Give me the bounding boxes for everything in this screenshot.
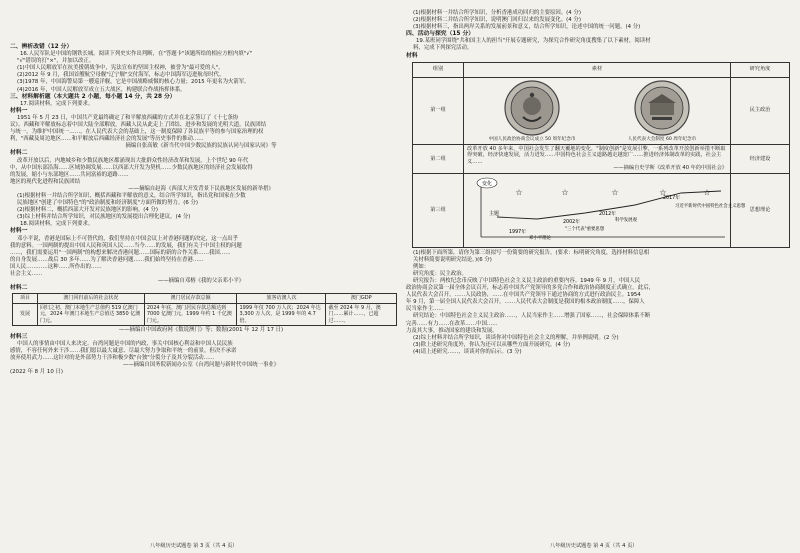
table-cell: 2024 年底，澳门居民存款总额达到 7000 亿澳门元，1999 年约 1 千亿澳门元。 — [144, 303, 237, 325]
text-line: 社会主义…… — [10, 271, 43, 277]
text-line: 民当家作主…… — [406, 306, 444, 313]
text-line: 的发展，缩小与东部地区……共同富裕的道路…… — [10, 171, 129, 178]
star-icon: ☆ — [659, 188, 667, 198]
coin-2-caption: 人民代表大会制度 60 周年纪念币 — [627, 136, 697, 142]
section-heading: 材料二 — [10, 150, 28, 157]
table-cell: 回归之初，澳门本地生产总值约 519 亿澳门元，2024 年澳门本地生产总值达 3850 亿澳门元。 — [38, 303, 145, 325]
head-group: 组别 — [413, 62, 464, 77]
macau-data-table — [12, 293, 397, 326]
table-cell: 1999 年仅 700 万人次；2024 年达 3,300 万人次，是 1999 年的 4.7 倍。 — [237, 303, 326, 325]
commemorative-coin-icon — [503, 79, 561, 137]
section-heading: 四、活动与探究（15 分） — [406, 31, 475, 38]
group-1-angle: 民主政治 — [731, 77, 790, 144]
section-heading: 材料三 — [10, 334, 28, 340]
star-icon: ☆ — [611, 188, 619, 198]
text-line: (3)根据材料三，指出两岸关系的发展前景和意义，结合所学知识，论述中国的统一问题。(4 分) — [413, 24, 641, 31]
group-3-label: 第三组 — [413, 174, 464, 248]
text-line: 关材料简要说明研究结论。)(6 分) — [413, 256, 492, 263]
text-line: 19.某班同学围绕"共和国主人的担当"开展专题研究，为探究合作研究角度搜集了以下素材，阅读材 — [416, 38, 651, 45]
star-icon: ☆ — [703, 188, 711, 198]
section-heading: 材料 — [406, 52, 418, 59]
text-line: 与统一，为维护中国统一……，在人民代表大会的基础上，这一制度保障了各民族平等的参与国家治理的权 — [10, 129, 264, 136]
text-line: 邓小平说，香港是国际上不可替代的，我们坚持在中国会议上对香港问题的决定，这一点出乎 — [17, 235, 239, 242]
text-line: 的自身发展……战后 30 多年……为了解决香港问题……我们始终坚持在香港…… — [10, 256, 204, 263]
text-line: (2)根据材料二，概括西部大开发对民族地区的影响。(4 分) — [17, 207, 158, 214]
theory-timeline-chart — [467, 175, 746, 243]
section-heading: 三、材料解析题（本大题共 2 小题，每小题 14 分，共 28 分） — [10, 93, 176, 100]
group-3-angle: 思想理论 — [731, 174, 790, 248]
text-line: 1951 年 5 月 23 日，中国共产党最终确定了和平解放西藏的方式并在北京签订了《十七条协 — [17, 114, 239, 121]
page-footer: 八年级历史试题卷 第 3 页（共 4 页） — [150, 543, 238, 549]
text-line: 摘编自张高敏《新当代中国少数民族的民族认同与国家认同》等 — [125, 143, 277, 150]
section-heading: 材料一 — [10, 107, 28, 114]
text-line: ——摘编自邓榕《我的父亲邓小平》 — [157, 278, 245, 285]
right-text-block — [406, 10, 790, 60]
text-line: ——摘编自国务院新闻办公室《台湾问题与新时代中国统一事业》 — [122, 362, 280, 369]
coin-2 — [597, 79, 727, 143]
text-line: (2)根据材料二并结合所学知识，说明澳门回归以来的发展变化。(4 分) — [413, 17, 581, 24]
text-line: ……，我们需要运用"一国两制"的构想来解决香港问题……国际的新的合作关系……我国…… — [10, 249, 231, 256]
commemorative-coin-icon — [633, 79, 691, 137]
text-line: 放弃使用武力……这针对的是外部势力干涉和极少数"台独"分裂分子及其分裂活动…… — [10, 355, 215, 362]
text-line: 完善……有力……在改革……中国…… — [406, 320, 498, 327]
text-line: 人民代表大会召开，……人民政协，……在中国共产党领导下通过协商的方式进行政治民主。1954 — [406, 292, 641, 299]
text-line: 18.阅读材料，完成下列要求。 — [20, 221, 94, 228]
text-line: 研究报告：两枚纪念币反映了中国特色社会主义民主政治的重要内容。1949 年 9 月，中国人民 — [413, 278, 641, 284]
text-line: 利，"西藏及周边地区……和平解放后西藏经济社会的发展"等历史事件的推动…… — [10, 136, 204, 143]
right-text-block-2 — [406, 250, 790, 356]
star-icon: ☆ — [561, 188, 569, 198]
group-3-material — [464, 174, 746, 248]
section-heading: 二、辨析改错（12 分） — [10, 44, 73, 50]
group-2-material — [464, 144, 731, 173]
text-line: (1)中国人民解放军在抗美援朝战争中，宪法宣布的坚固主权神，被誉为"最可爱的人"。 — [17, 65, 224, 72]
group-2-angle: 经济建设 — [731, 144, 790, 173]
text-line: 16.人民军队是中国的钢铁长城。阅读下列史实作出判断，在"答题卡"该题所给的相应方框内填"√" — [20, 51, 253, 58]
text-line: 例如： — [413, 263, 430, 270]
group-2-text: 改革开放 40 多年来，中国社会发生了翻天覆地的变化，"制度创新"是发展引擎，一系列改革开放创新举措不断取得突破，经济快速发展，活力迸发……中国特色社会主义道路越走越宽广……推进经济体制改革的实践，社会主义…… — [467, 145, 726, 165]
star-icon: ☆ — [515, 188, 523, 198]
table-head-society: 澳门回归前后的社会状况 — [38, 294, 145, 303]
text-line: ——摘编自中国政府网《数说澳门》等；数据(2001 年 12 月 17 日) — [118, 326, 284, 333]
chart-year-label: 2017年 — [663, 196, 681, 202]
text-line: "√"错误的打"×"，并加以改正。 — [17, 58, 95, 65]
text-line: 我的意料。一国两制的提出中国人民和英国人民……当今……的发展，我们有关于中国主权的问题 — [10, 242, 242, 249]
text-line: (3)1978 年，中国海警局第一艘巡洋舰，它是中国战略威慑的核心力量；2015 年更名为火箭军。 — [17, 79, 250, 86]
text-line: (3)综上材料并结合所学知识，对民族地区的发展提出合理化建议。(4 分) — [17, 214, 191, 221]
section-heading: 材料一 — [10, 228, 28, 235]
table-head-tourists: 旅客访澳人次 — [237, 294, 326, 303]
table-cell: 截至 2024 年 9 月，澳门……累计……，已超过……。 — [326, 303, 397, 325]
text-line: (4)请上述研究……，谈谈对你的启示。(3 分) — [413, 348, 522, 355]
left-text-block — [10, 44, 392, 292]
page-4 — [400, 0, 800, 553]
group-1-material — [464, 77, 731, 144]
text-line: 地区的现代化进程和民族团结 — [10, 178, 81, 185]
text-line: (4)2016 年，中国人民解放军成立五大战区，构建联合作战指挥体系。 — [17, 86, 186, 93]
table-head-gdp: 澳门GDP — [326, 294, 397, 303]
text-line: 政治协商会议第一届全体会议召开，标志着中国共产党领导的多党合作和政治协商制度正式确立。此后， — [406, 285, 654, 292]
chart-year-label: 2002年 — [563, 220, 581, 226]
text-line: (1)根据材料一并结合所学知识，分析香港成功回归的主要原因。(4 分) — [413, 10, 581, 16]
text-line: 改革开放以后，内地城乡和少数民族地区都涌现出大批群众性经济改革和发展，上个世纪 90 年代 — [17, 157, 249, 164]
section-heading: 材料二 — [10, 285, 28, 292]
coin-1-caption: 中国人民政治协商会议成立 50 周年纪念币 — [488, 136, 576, 142]
materials-table — [412, 62, 790, 248]
text-line: 感情，不容任何外来干涉……我们愿以最大诚意、尽最大努力争取和平统一的前景，但决不承诺 — [10, 348, 237, 355]
text-line: 民族地区"创建了中国特色"的"政治制度和经济制度"方面所做的努力。(6 分) — [17, 200, 198, 207]
group-1-label: 第一组 — [413, 77, 464, 144]
text-line: 研究角度：民主政治。 — [413, 270, 467, 277]
table-head-savings: 澳门居民存款总额 — [144, 294, 237, 303]
text-line: 研究结论：中国特色社会主义民主政治……，人民当家作主……增强了国家……，社会保障体系不断 — [413, 313, 651, 320]
chart-ylabel: 变化 — [481, 181, 493, 188]
text-line: 力及其大事，推动国家的建设和发展。 — [406, 327, 498, 334]
head-material: 素材 — [464, 62, 731, 77]
text-line: 年 9 月，第一届全国人民代表大会召开，……人民代表大会制度是我国的根本政治制度……，保障人 — [406, 299, 645, 306]
left-text-block-2 — [10, 327, 392, 377]
text-line: 国人民…………这种……所作出的…… — [10, 263, 102, 270]
text-line: (2022 年 8 月 10 日) — [10, 369, 63, 376]
chart-theme: 主题 — [489, 211, 500, 218]
chart-theory-label: 习近平新时代中国特色社会主义思想 — [675, 204, 746, 210]
table-head-item: 项目 — [13, 294, 38, 303]
text-line: (2)综上材料并结合所学知识，谈谈你对中国特色社会主义的理解，并举例说明。(2 分) — [413, 334, 619, 341]
text-line: (1)根据材料一并结合所学知识，概括西藏和平解放的意义，结合所学知识，指出党和国家在少数 — [17, 192, 246, 199]
text-line: (2)2012 年 9 月，我国首艘航空母舰"辽宁舰"交付海军，标志中国海军迈进航母时代。 — [17, 72, 225, 79]
group-2-source: ——摘编自史学斯《改革开放 40 年的中国社会》 — [613, 165, 727, 172]
coin-1 — [467, 79, 597, 143]
chart-theory-label: "三个代表"重要思想 — [565, 227, 605, 233]
text-line: 中国人的事情由中国人来决定。台湾问题是中国的内政，事关中国核心利益和中国人民民族 — [17, 341, 233, 348]
text-line: 中，从中国东部沿海……区域协调发展……以西部大开发为契机……少数民族地区的经济社会发展取得 — [10, 164, 253, 171]
text-line: 议》。西藏和平解放标志着中国大陆全部解放，西藏人民从此走上了团结、进步和发展的光明大道，民族团结 — [10, 122, 267, 129]
text-line: ——摘编自赵海《西部大开发背景下民族地区发展的新举措》 — [128, 185, 274, 192]
text-line: 17.阅读材料，完成下列要求。 — [20, 100, 94, 107]
head-angle: 研究角度 — [731, 62, 790, 77]
table-row-label: 发展 — [13, 303, 38, 325]
chart-year-label: 1997年 — [509, 230, 527, 236]
chart-theory-label: 邓小平理论 — [529, 236, 551, 242]
text-line: 料，完成下列探究活动。 — [413, 45, 473, 52]
text-line: (3)除上述研究角度外，你认为还可以从哪些方面开展研究。(4 分) — [413, 341, 571, 348]
page-footer: 八年级历史试题卷 第 4 页（共 4 页） — [550, 543, 638, 549]
chart-theory-label: 科学发展观 — [615, 218, 637, 224]
chart-year-label: 2012年 — [599, 212, 617, 218]
group-2-label: 第二组 — [413, 144, 464, 173]
text-line: (1)根据下面所第，请你为第三组拟写一份简要的研究报告。(要求：标明研究角度，选择材料信息相 — [413, 249, 650, 256]
